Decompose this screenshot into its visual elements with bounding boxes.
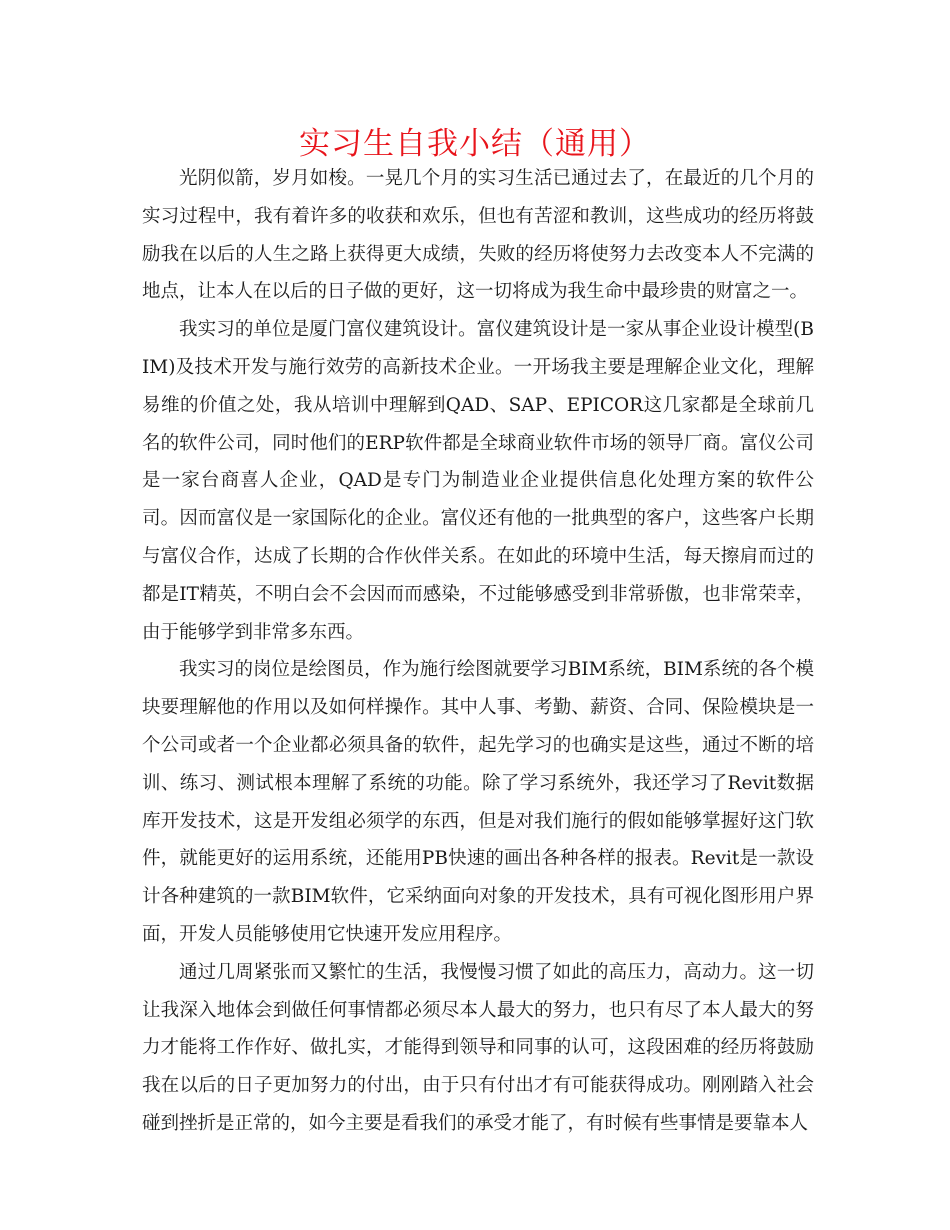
paragraph-2: 我实习的单位是厦门富仪建筑设计。富仪建筑设计是一家从事企业设计模型(BIM)及技术开发与施行效劳的高新技术企业。一开场我主要是理解企业文化，理解易维的价值之处，我从培训中理解到QAD、SAP、EPICOR这几家都是全球前几名的软件公司，同时他们的ERP软件都是全球商业软件市场的领导厂商。富仪公司是一家台商喜人企业，QAD是专门为制造业企业提供信息化处理方案的软件公司。因而富仪是一家国际化的企业。富仪还有他的一批典型的客户，这些客户长期与富仪合作，达成了长期的合作伙伴关系。在如此的环境中生活，每天擦肩而过的都是IT精英，不明白会不会因而而感染，不过能够感受到非常骄傲，也非常荣幸，由于能够学到非常多东西。	[142, 319, 814, 643]
paragraph-4: 通过几周紧张而又繁忙的生活，我慢慢习惯了如此的高压力，高动力。这一切让我深入地体会到做任何事情都必须尽本人最大的努力，也只有尽了本人最大的努力才能将工作作好、做扎实，才能得到领导和同事的认可，这段困难的经历将鼓励我在以后的日子更加努力的付出，由于只有付出才有可能获得成功。刚刚踏入社会碰到挫折是正常的，如今主要是看我们的承受才能了，有时候有些事情是要靠本人	[142, 961, 814, 1134]
paragraph-3: 我实习的岗位是绘图员，作为施行绘图就要学习BIM系统，BIM系统的各个模块要理解他的作用以及如何样操作。其中人事、考勤、薪资、合同、保险模块是一个公司或者一个企业都必须具备的软件，起先学习的也确实是这些，通过不断的培训、练习、测试根本理解了系统的功能。除了学习系统外，我还学习了Revit数据库开发技术，这是开发组必须学的东西，但是对我们施行的假如能够掌握好这门软件，就能更好的运用系统，还能用PB快速的画出各种各样的报表。Revit是一款设计各种建筑的一款BIM软件，它采纳面向对象的开发技术，具有可视化图形用户界面，开发人员能够使用它快速开发应用程序。	[142, 659, 814, 945]
document-title: 实习生自我小结（通用）	[299, 126, 651, 162]
document-body	[142, 160, 814, 1143]
paragraph-1: 光阴似箭，岁月如梭。一晃几个月的实习生活已通过去了，在最近的几个月的实习过程中，我有着许多的收获和欢乐，但也有苦涩和教训，这些成功的经历将鼓励我在以后的人生之路上获得更大成绩，失败的经历将使努力去改变本人不完满的地点，让本人在以后的日子做的更好，这一切将成为我生命中最珍贵的财富之一。	[142, 168, 814, 303]
